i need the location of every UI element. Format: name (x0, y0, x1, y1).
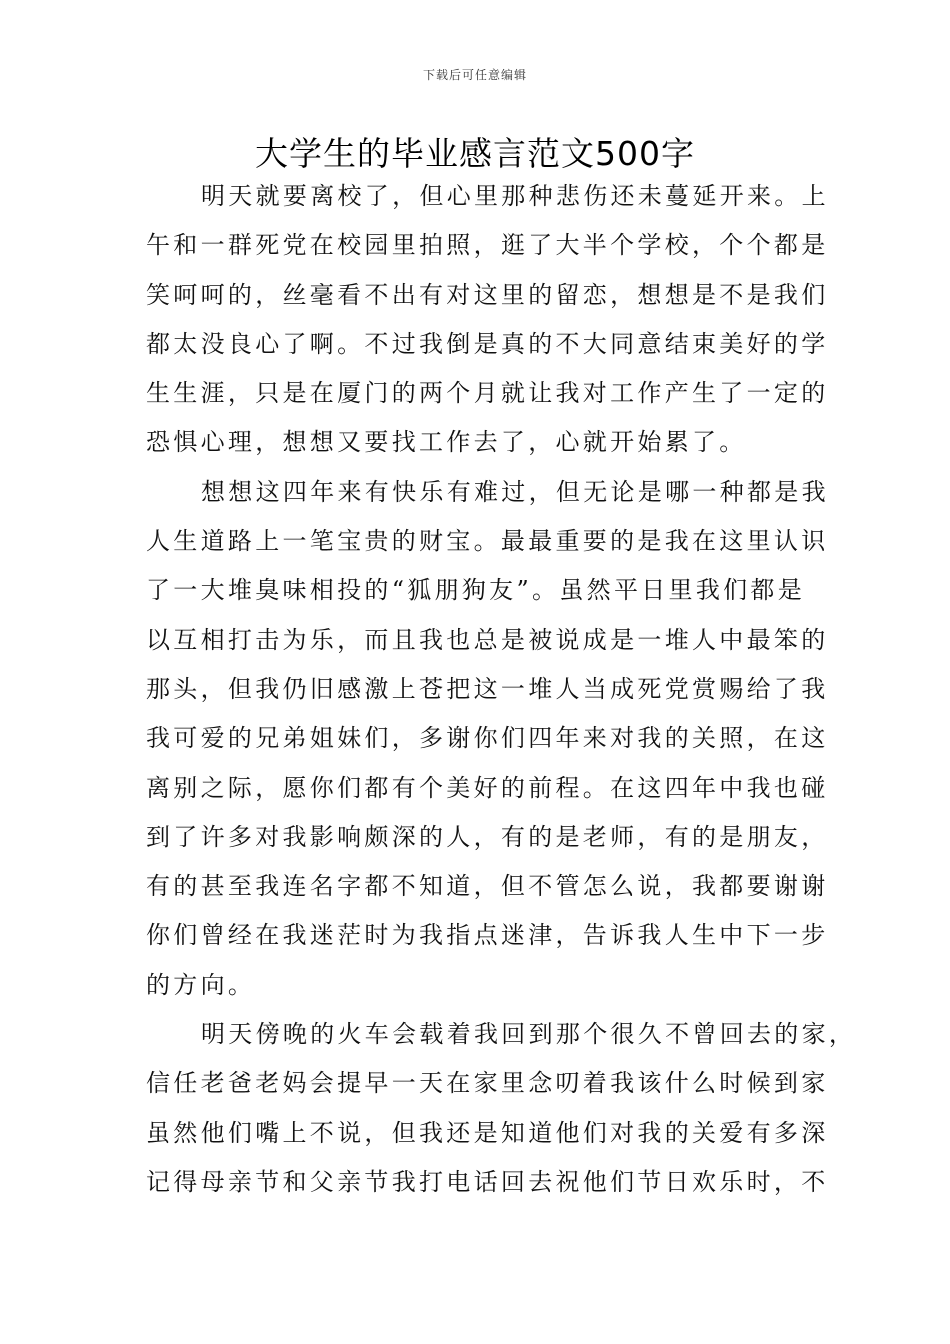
paragraph-1-line-3: 笑呵呵的，丝毫看不出有对这里的留恋，想想是不是我们 (146, 280, 829, 309)
paragraph-2-line-3: 了一大堆臭味相投的“狐朋狗友”。虽然平日里我们都是 (146, 576, 806, 605)
paragraph-2-line-11: 的方向。 (146, 970, 256, 999)
paragraph-2-line-7: 离别之际，愿你们都有个美好的前程。在这四年中我也碰 (146, 773, 829, 802)
document-body (146, 172, 857, 1207)
paragraph-1-line-2: 午和一群死党在校园里拍照，逛了大半个学校，个个都是 (146, 231, 829, 260)
paragraph-2-line-4: 以互相打击为乐，而且我也总是被说成是一堆人中最笨的 (146, 625, 829, 654)
paragraph-3-line-2: 信任老爸老妈会提早一天在家里念叨着我该什么时候到家 (146, 1069, 829, 1098)
paragraph-2-line-6: 我可爱的兄弟姐妹们，多谢你们四年来对我的关照，在这 (146, 724, 829, 753)
paragraph-3-line-3: 虽然他们嘴上不说，但我还是知道他们对我的关爱有多深 (146, 1118, 829, 1147)
paragraph-3-line-1: 明天傍晚的火车会载着我回到那个很久不曾回去的家， (201, 1020, 857, 1049)
document-title: 大学生的毕业感言范文500字 (255, 134, 695, 173)
paragraph-1-line-5: 生生涯，只是在厦门的两个月就让我对工作产生了一定的 (146, 379, 829, 408)
paragraph-2-line-10: 你们曾经在我迷茫时为我指点迷津，告诉我人生中下一步 (146, 921, 829, 950)
paragraph-1-line-6: 恐惧心理，想想又要找工作去了，心就开始累了。 (146, 428, 747, 457)
paragraph-2-line-9: 有的甚至我连名字都不知道，但不管怎么说，我都要谢谢 (146, 872, 829, 901)
header-note: 下载后可任意编辑 (422, 68, 527, 82)
paragraph-2-line-1: 想想这四年来有快乐有难过，但无论是哪一种都是我 (201, 477, 829, 506)
paragraph-2-line-8: 到了许多对我影响颇深的人，有的是老师，有的是朋友， (146, 822, 829, 851)
paragraph-1-line-1: 明天就要离校了，但心里那种悲伤还未蔓延开来。上 (201, 182, 829, 210)
paragraph-2-line-5: 那头，但我仍旧感激上苍把这一堆人当成死党赏赐给了我 (146, 674, 829, 703)
paragraph-2-line-2: 人生道路上一笔宝贵的财宝。最最重要的是我在这里认识 (146, 527, 829, 556)
paragraph-3-line-4: 记得母亲节和父亲节我打电话回去祝他们节日欢乐时，不 (146, 1167, 829, 1196)
paragraph-1-line-4: 都太没良心了啊。不过我倒是真的不大同意结束美好的学 (146, 329, 829, 358)
